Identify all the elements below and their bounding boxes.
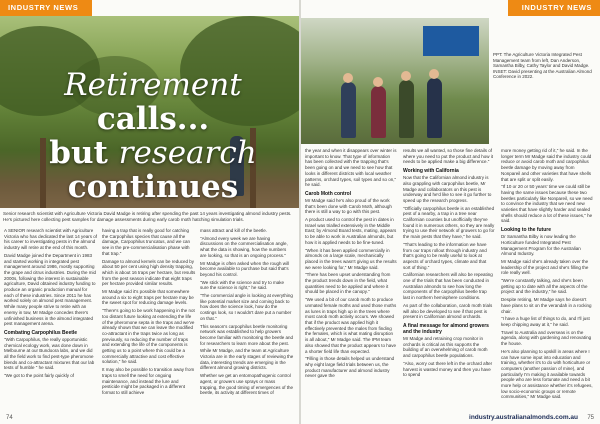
website-url[interactable]: industry.australianalmonds.com.au (469, 414, 578, 421)
subheading: Carob Moth control (305, 190, 352, 197)
headline-script-word-2: research (118, 135, 257, 171)
paragraph: "With Carpophilus, the really opportunistic chemical ecology work, was done down in Melbourne at our Bundoora labs, and we did all the field work to find pest-type pheromone blends and co-attractant mixtures that our lab tests of humble " he said. (4, 336, 95, 371)
headline-word-but: but (49, 135, 108, 171)
paragraph: Mr Madge and retraining crop monitor in orchards is critical as this supports the building of an overwhelming of carob moth and carpophilus beetle populations. (403, 335, 488, 359)
section-tag: INDUSTRY NEWS (0, 0, 92, 16)
paragraph: Travel to Australia and overseas is on the agenda, along with gardening and renovating the house. (501, 329, 592, 347)
paragraph: Damage to almond kernels can be reduced by about 50 per cent using high density trapping, which is about 16 traps per hectare, but results from the pest season indicate that eight traps per hectare provided similar results. (102, 258, 196, 287)
paragraph: David Madge joined the Department in 1983 and started working in integrated pest management around 1986, mostly supporting the grape and citrus industries. During the mid 2000s, following the interest in sustainable agriculture, David obtained industry funding to produce an organic production manual for each of these industries. Since 2011 he has worked solely on almond pest management. While many people strive to retire with an enemy in tow, Mr Madge concedes there's unfinished business in the almond integrated pest management arena. (4, 252, 97, 327)
paragraph: "Almond every week we are having discussions on the commercialisation angle, what the data is showing, how the numbers are looking, so that is an ongoing process." (200, 235, 288, 258)
paragraph: more money getting rid of it," he said. In the longer term Mr Madge said the industry could reduce or avoid carob moth and carpophilus beetle damage by moving away from Nonpareil and other varieties that have shells that are split or split easily. (501, 148, 592, 182)
paragraph: "There has been upset understanding from the product trends down in the field, what quantities need to be applied and where it should be placed in the canopy." (305, 272, 391, 295)
subheading: Looking to the future (501, 227, 551, 234)
paragraph: "We stick with the science and try to make sure the science is right," he said. (200, 279, 285, 291)
paragraph: the year and when it disappears over winter is important to know. That type of information has been collected with the trapping that's been going on and we need to see how that looks in different districts with local weather patterns, orchard types, soil types and so on," he said. (305, 148, 397, 188)
paragraph: "If 10 or 20 or 50 years' time we could still be having the same issues because these two beetles particularly like Nonpareil, so we need to convince the industry that we need new varieties that have slightly harder and sealed shells should reduce a lot of these issues," he said. (501, 184, 593, 224)
paragraph: Mr Madge is often asked when the rough will become available to purchase but said that's beyond his control. (200, 260, 290, 277)
paragraph: "Also, worry out there left in the orchard after harvest is wasted money and then you have to spend (403, 360, 493, 378)
subheading: Combating Carpophilus Beetle (4, 329, 78, 336)
paragraph: Now that the Californian almond industry is also grappling with carpophilus beetle, Mr Madge and collaborators on this pest is underway and he'd like to see it go further to speed up the research progress. (403, 175, 492, 203)
paragraph: This season's carpophilus beetle monitoring network was established to help growers become familiar with monitoring the beetle and for researchers to learn more about the pest. (200, 323, 294, 346)
paragraph: "There's going to be work happening in the not too distant future looking at extending the life of the pheromone septa in the traps and we've already shown that we can leave the modified co-attractant in the traps twice as long as previously, so reducing the number of traps and extending the life of the components is getting us to a point where this could be a commercially attractive and cost effective solution," he said. (102, 308, 195, 365)
paragraph: While Mr Madge, and the team at Agriculture Victoria are in the early stages of reviewing the data, interesting trends are emerging in the different almond growing districts. (200, 348, 294, 371)
left-page (0, 0, 299, 424)
page-number-right: 75 (587, 415, 594, 421)
headline-word-continues: continues (67, 169, 239, 205)
paragraph: Mr Madge said she's already taken over the leadership of the project and she's filling the role really well. (501, 258, 589, 276)
hero-caption: Senior research scientist with Agriculture Victoria David Madge is retiring after spending the past 14 years investigating almond industry pests. He's pictured here collecting pest samples for damage assessments during early carob moth hatching simulation trials. (3, 211, 292, 222)
article-column-6 (501, 148, 593, 402)
paragraph: A SENIOR research scientist with Agriculture Victoria who has dedicated the last 14 years of his career to investigating pests in the almond industry will retire at the end of this month. (4, 228, 97, 251)
paragraph: Mr Madge said he's also proud of the work that's been done with Carob Moth, although there is still a way to go with this pest. (305, 197, 392, 215)
section-tag-right: INDUSTRY NEWS (508, 0, 600, 16)
article-column-4 (305, 148, 397, 381)
paragraph: "Officially carpophilus beetle is an established pest of a nearby, a trap in a tree near Californian counties but unofficially they've found it in numerous others, so they are really trying to use their network of growers to go for the main pests that they have," he said. (403, 205, 495, 240)
paragraph: Whether we get an entomopathogenic control agent, or growers use sprays or mass trapping, the good timing of emergences of the beetle, its activity at different times of (200, 373, 294, 396)
paragraph: mass attract and kill of the beetle. (200, 228, 268, 233)
article-column-5 (403, 148, 495, 380)
article-column-1 (4, 228, 98, 381)
paragraph: Dr Samantha Bilby is now leading the Horticulture funded Integrated Pest Management Program for the Australian Almond Industry. (501, 234, 581, 257)
team-photo (301, 18, 489, 144)
paragraph: A product used to control the pest in dates in Israel was trialled extensively in the Middle East; by Almond Board tests, mating, appears to be able to work in Australian almonds, but how it is applied needs to be fine-tuned. (305, 217, 397, 245)
article-column-3 (200, 228, 294, 398)
paragraph: "We're constantly talking, and she's been getting up to date with all the aspects of the project and the industry," he said. (501, 278, 588, 295)
hero-photo (0, 16, 299, 208)
paragraph: "That's leading to the information we have from our traps rollout through industry and that's going to be really useful to look at aspects of orchard types, climate and that sort of thing." (403, 241, 487, 270)
paragraph: It may also be possible to transition away from traps to smell the need for ongoing maintenance, and instead the lure and pesticide might be packaged in a different format to still achieve (102, 367, 195, 395)
paragraph: He's also planning to upskill in areas where I can have some input into education and training, whether it's to do with horticulture or computers (another passion of mine), and particularly I'm making it available towards people who are less fortunate and need a bit more help or assistance whether it's refugees, low socio-economic groups or remote communities," Mr Madge said. (501, 348, 593, 400)
subheading: A final message for almond growers and the industry (403, 322, 489, 335)
conference-banner (423, 26, 479, 56)
paragraph: "When it has been applied commercially in almonds on a large scale, mechanically placed in the trees wasn't giving us the results we were looking for," Mr Madge said. (305, 247, 397, 270)
paragraph: "Filling in those details helped us understand why eight large field trials between us, the product manufacturer and almond industry never gave the (305, 356, 395, 379)
right-page (301, 0, 600, 424)
headline-word-calls: calls... (96, 101, 210, 137)
page-number-left: 74 (6, 415, 13, 421)
team-photo-caption: PPT: The Agriculture Victoria Integrated Pest Management team from left, Dan Anderson, Samantha Bilby, Cathy Taylor and David Madge. INSET: David presenting at the Australian Almond Conference in 2022. (493, 52, 592, 80)
paragraph: results we all wanted, so those fine details of where you need to put the product and how it needs to be applied make a big difference." (403, 148, 494, 165)
headline-script-word-1: Retirement (64, 67, 242, 103)
paragraph: Californian researchers will also be repeating one of the trials that has been conducted in Australian almonds to see how long the components of the carpophilus beetle trap last in northern hemisphere conditions. (403, 272, 493, 301)
paragraph: "I have a huge list of things to do, and I'll just keep chipping away at it," he said. (501, 316, 590, 327)
paragraph: having a trap that is really good for catching the Carpophilus species that cause all the damage, Carpophilus truncatus, and we can see in the pre-commercialisation phase with that trap." (102, 228, 191, 256)
article-column-2 (102, 228, 196, 398)
paragraph: "We got to the point fairly quickly of (4, 373, 75, 379)
paragraph: "We used a bit of our carob moth to produce unmated female moths and used those moths as lures in traps high up in the trees where most carob moth activity occurs. We showed that if the product was applied high it effectively prevented the males from finding the females, which is what mating disruption is all about," Mr Madge said. The IPM team also showed that the product appears to have a shorter field life than expected. (305, 297, 397, 354)
paragraph: Despite retiring, Mr Madge says he doesn't have plans to sit on the verandah in a rocking chair. (501, 297, 592, 314)
paragraph: "The commercial angle is looking at everything like potential market size and coming back to how does the science look, how do the costings look, so I wouldn't dare put a number on that." (200, 293, 293, 321)
subheading: Working with California (403, 168, 459, 175)
headline (18, 68, 288, 204)
paragraph: Mr Madge said it's possible that somewhere around a six to eight traps per hectare may be the sweet spot for reducing damage levels. (102, 289, 194, 306)
paragraph: As part of the collaboration, carob moth trials will also be developed to see if that pest is present in Californian almond orchards. (403, 302, 493, 320)
